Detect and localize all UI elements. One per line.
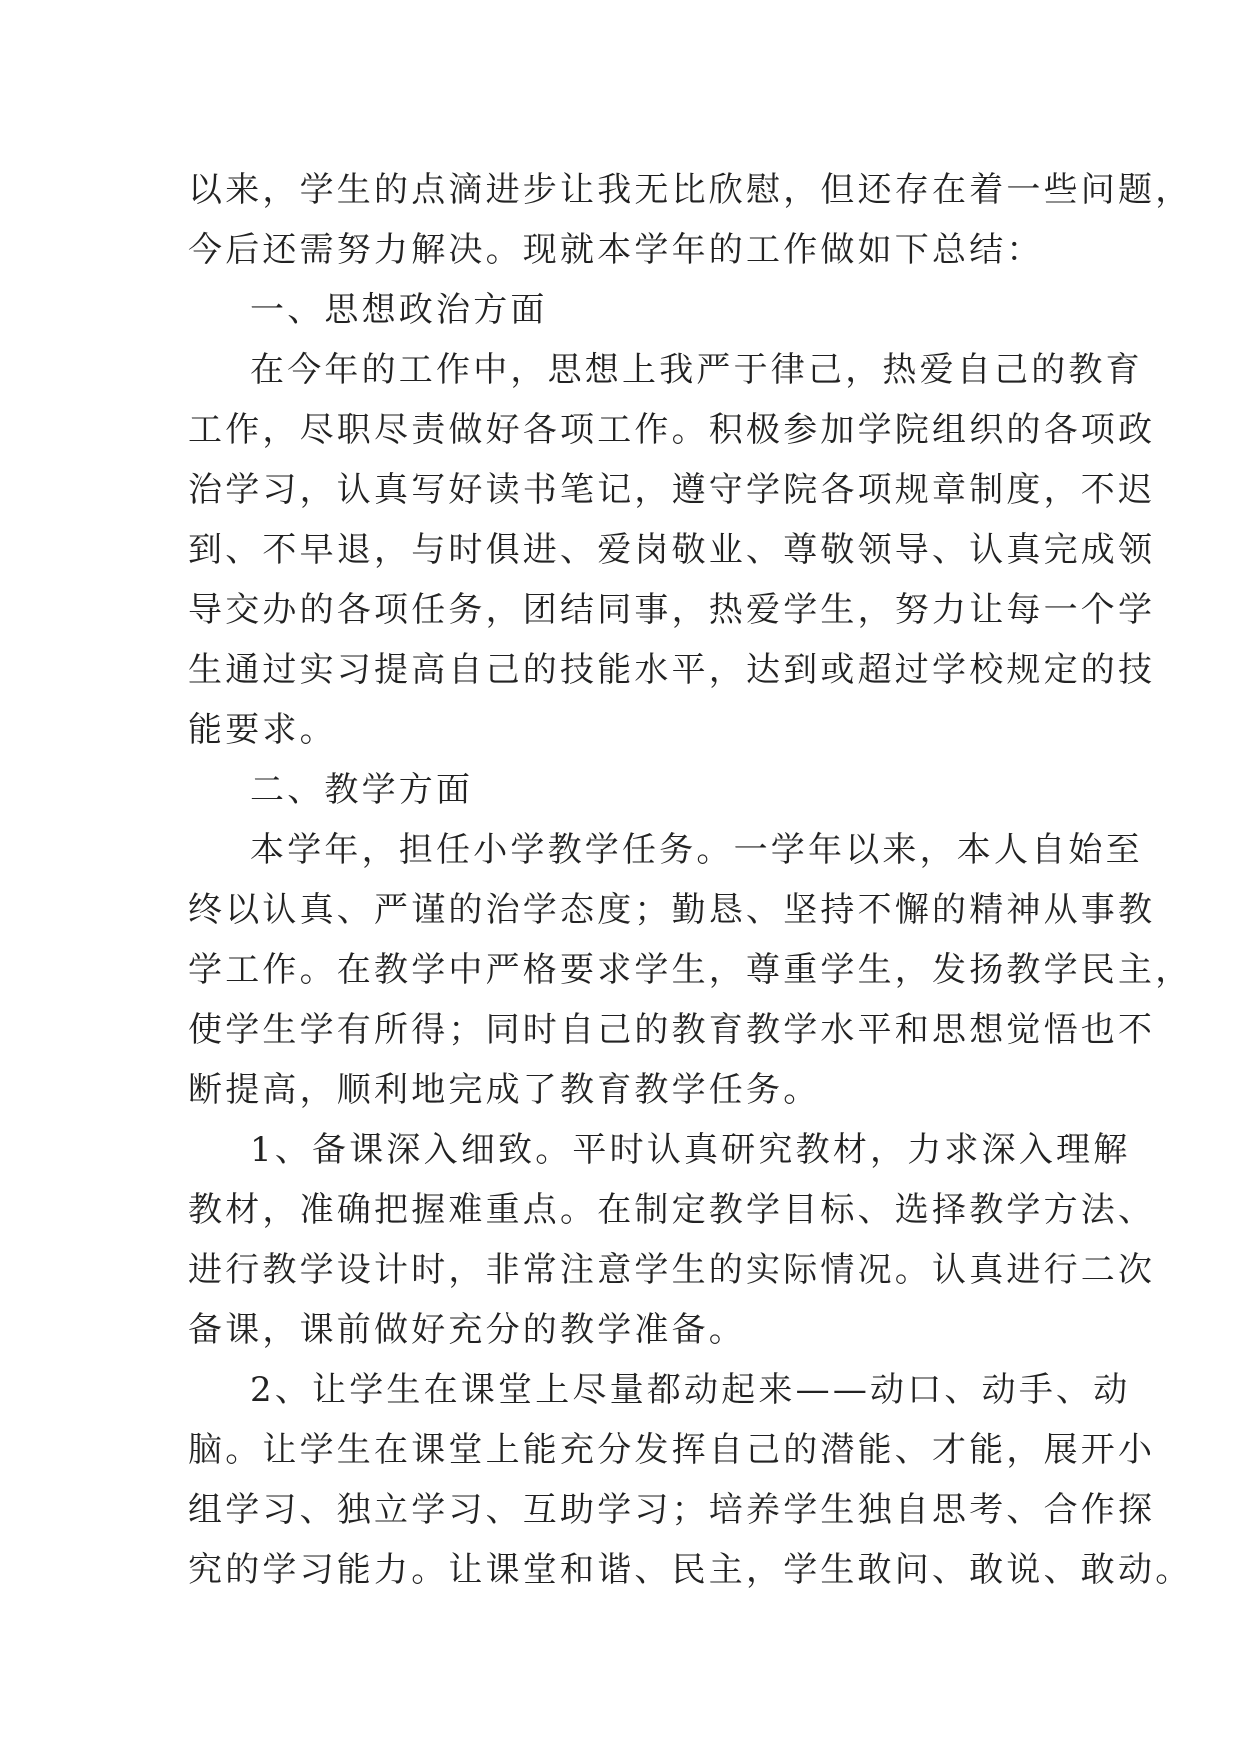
text-line: 教材，准确把握难重点。在制定教学目标、选择教学方法、 [188, 1190, 1156, 1230]
text-line: 到、不早退，与时俱进、爱岗敬业、尊敬领导、认真完成领 [188, 530, 1156, 570]
text-line: 学工作。在教学中严格要求学生，尊重学生，发扬教学民主， [188, 950, 1193, 990]
text-line: 治学习，认真写好读书笔记，遵守学院各项规章制度，不迟 [188, 470, 1156, 510]
section-heading: 一、思想政治方面 [250, 290, 548, 330]
text-line: 使学生学有所得；同时自己的教育教学水平和思想觉悟也不 [188, 1010, 1156, 1050]
text-line: 工作，尽职尽责做好各项工作。积极参加学院组织的各项政 [188, 410, 1156, 450]
document-page [188, 160, 1193, 1600]
text-line: 组学习、独立学习、互助学习；培养学生独自思考、合作探 [188, 1490, 1156, 1530]
text-line: 备课，课前做好充分的教学准备。 [188, 1310, 746, 1350]
text-line: 今后还需努力解决。现就本学年的工作做如下总结： [188, 230, 1044, 270]
text-line: 以来，学生的点滴进步让我无比欣慰，但还存在着一些问题， [188, 170, 1193, 210]
text-line: 进行教学设计时，非常注意学生的实际情况。认真进行二次 [188, 1250, 1156, 1290]
text-line: 在今年的工作中，思想上我严于律己，热爱自己的教育 [250, 350, 1143, 390]
text-line: 生通过实习提高自己的技能水平，达到或超过学校规定的技 [188, 650, 1156, 690]
text-line: 断提高，顺利地完成了教育教学任务。 [188, 1070, 821, 1110]
text-line: 究的学习能力。让课堂和谐、民主，学生敢问、敢说、敢动。 [188, 1550, 1193, 1590]
text-line: 能要求。 [188, 710, 337, 750]
text-line: 导交办的各项任务，团结同事，热爱学生，努力让每一个学 [188, 590, 1156, 630]
text-line: 本学年，担任小学教学任务。一学年以来，本人自始至 [250, 830, 1143, 870]
text-line: 2、让学生在课堂上尽量都动起来——动口、动手、动 [250, 1370, 1131, 1410]
text-line: 脑。让学生在课堂上能充分发挥自己的潜能、才能，展开小 [188, 1430, 1156, 1470]
section-heading: 二、教学方面 [250, 770, 474, 810]
text-line: 终以认真、严谨的治学态度；勤恳、坚持不懈的精神从事教 [188, 890, 1156, 930]
text-line: 1、备课深入细致。平时认真研究教材，力求深入理解 [250, 1130, 1131, 1170]
